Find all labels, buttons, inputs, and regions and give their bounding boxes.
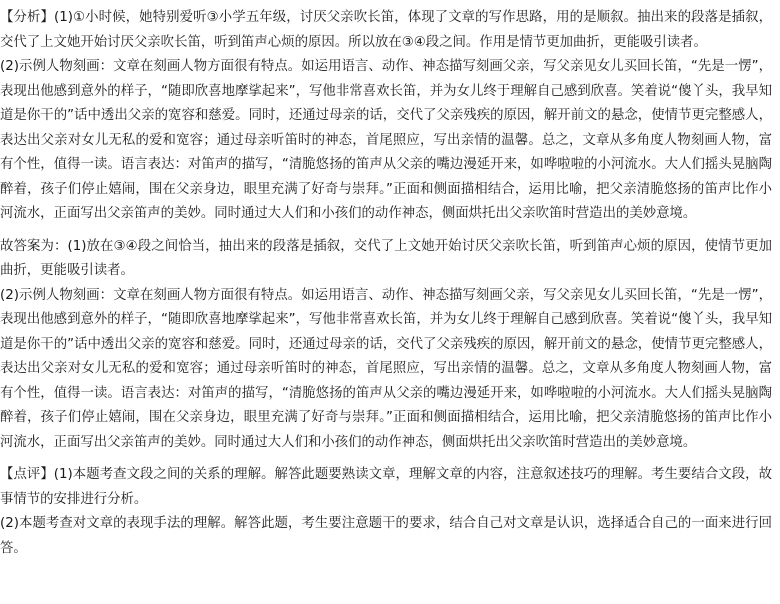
answer-paragraph-2: (2)示例人物刻画：文章在刻画人物方面很有特点。如运用语言、动作、神态描写刻画父亲，写父亲见女儿买回长笛，“先是一愣”，表现出他感到意外的样子，“随即欣喜地摩挲起来”，写他非常喜欢长笛，并为女儿终于理解自己感到欣喜。笑着说“傻丫头，我早知道是你干的”话中透出父亲的宽容和慈爱。同时，还通过母亲的话，交代了父亲残疾的原因，解开前文的悬念，使情节更完整感人，表达出父亲对女儿无私的爱和宽容；通过母亲听笛时的神态，首尾照应，写出亲情的温馨。总之，文章从多角度人物刻画人物，富有个性，值得一读。语言表达：对笛声的描写，“清脆悠扬的笛声从父亲的嘴边漫延开来，如哗啦啦的小河流水。大人们摇头晃脑陶醉着，孩子们停止嬉闹，围在父亲身边，眼里充满了好奇与崇拜。”正面和侧面描相结合，运用比喻，把父亲清脆悠扬的笛声比作小河流水，正面写出父亲笛声的美妙。同时通过大人们和小孩们的动作神态，侧面烘托出父亲吹笛时营造出的美妙意境。 <box>0 287 772 450</box>
analysis-paragraph-2: (2)示例人物刻画：文章在刻画人物方面很有特点。如运用语言、动作、神态描写刻画父亲，写父亲见女儿买回长笛，“先是一愣”，表现出他感到意外的样子，“随即欣喜地摩挲起来”，写他非常喜欢长笛，并为女儿终于理解自己感到欣喜。笑着说“傻丫头，我早知道是你干的”话中透出父亲的宽容和慈爱。同时，还通过母亲的话，交代了父亲残疾的原因，解开前文的悬念，使情节更完整感人，表达出父亲对女儿无私的爱和宽容；通过母亲听笛时的神态，首尾照应，写出亲情的温馨。总之，文章从多角度人物刻画人物，富有个性，值得一读。语言表达：对笛声的描写，“清脆悠扬的笛声从父亲的嘴边漫延开来，如哗啦啦的小河流水。大人们摇头晃脑陶醉着，孩子们停止嬉闹，围在父亲身边，眼里充满了好奇与崇拜。”正面和侧面描相结合，运用比喻，把父亲清脆悠扬的笛声比作小河流水，正面写出父亲笛声的美妙。同时通过大人们和小孩们的动作神态，侧面烘托出父亲吹笛时营造出的美妙意境。 <box>0 59 772 222</box>
analysis-section <box>0 6 772 227</box>
analysis-paragraph-1: 【分析】(1)①小时候，她特别爱听③小学五年级，讨厌父亲吹长笛，体现了文章的写作思路，用的是顺叙。抽出来的段落是插叙，交代了上文她开始讨厌父亲吹长笛，听到笛声心烦的原因。所以放在③④段之间。作用是情节更加曲折，更能吸引读者。 <box>0 10 772 50</box>
comment-paragraph-1: 【点评】(1)本题考查文段之间的关系的理解。解答此题要熟读文章，理解文章的内容，注意叙述技巧的理解。考生要结合文段，故事情节的安排进行分析。 <box>0 467 772 507</box>
section-spacer <box>0 227 772 235</box>
answer-paragraph-1: 故答案为：(1)放在③④段之间恰当，抽出来的段落是插叙，交代了上文她开始讨厌父亲吹长笛，听到笛声心烦的原因，使情节更加曲折，更能吸引读者。 <box>0 238 772 279</box>
comment-paragraph-2: (2)本题考查对文章的表现手法的理解。解答此题，考生要注意题干的要求，结合自己对文章是认识，选择适合自己的一面来进行回答。 <box>0 516 772 556</box>
section-spacer <box>0 455 772 463</box>
answer-section <box>0 235 772 456</box>
comment-section <box>0 463 772 561</box>
